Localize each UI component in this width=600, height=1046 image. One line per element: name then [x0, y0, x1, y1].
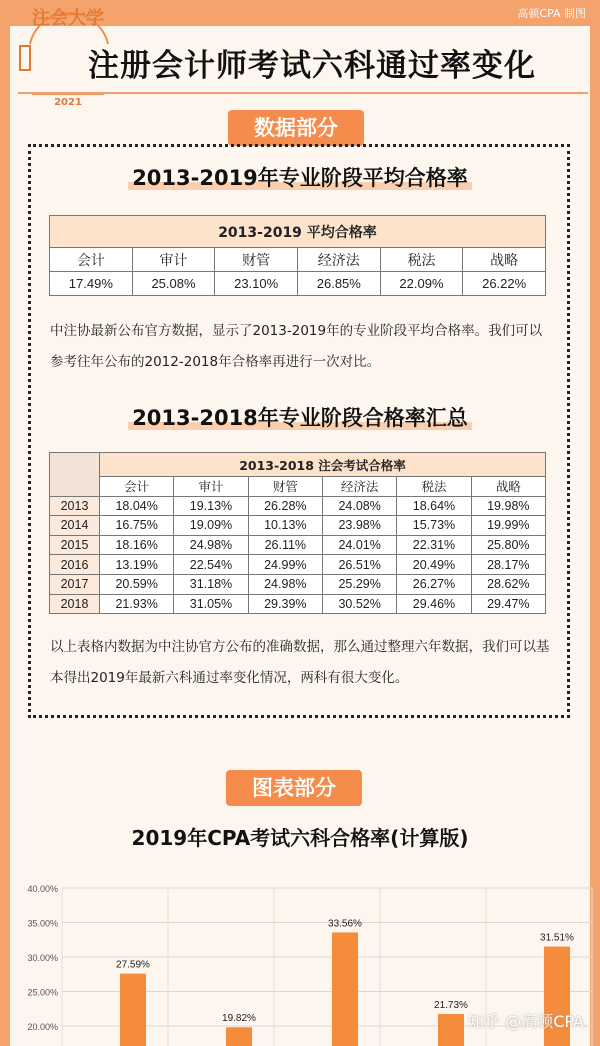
rate-cell: 22.54%: [174, 555, 248, 575]
rate-cell: 26.27%: [397, 574, 471, 594]
table1-value-cell: 23.10%: [215, 272, 298, 296]
y-tick-label: 30.00%: [27, 953, 58, 963]
table-row: [50, 555, 546, 575]
logo-year: 2021: [54, 97, 82, 108]
y-tick-label: 40.00%: [27, 884, 58, 894]
table1-header-cell: 经济法: [297, 248, 380, 272]
rate-cell: 29.46%: [397, 594, 471, 614]
bar-value-label: 27.59%: [116, 959, 150, 971]
table2-heading: 2013-2018年专业阶段合格率汇总: [0, 402, 600, 432]
rate-cell: 18.64%: [397, 496, 471, 516]
table2-caption: 2013-2018 注会考试合格率: [100, 453, 546, 477]
rate-cell: 15.73%: [397, 516, 471, 536]
rate-cell: 18.16%: [100, 535, 174, 555]
rate-cell: 16.75%: [100, 516, 174, 536]
rate-cell: 30.52%: [322, 594, 396, 614]
y-tick-label: 20.00%: [27, 1022, 58, 1032]
year-cell: 2018: [50, 594, 100, 614]
rate-cell: 26.51%: [322, 555, 396, 575]
year-cell: 2017: [50, 574, 100, 594]
table2-header-cell: 财管: [248, 477, 322, 497]
table2-header-cell: 审计: [174, 477, 248, 497]
rate-cell: 19.13%: [174, 496, 248, 516]
section-badge-data: 数据部分: [228, 110, 364, 146]
table1-header-cell: 审计: [132, 248, 215, 272]
bar: [120, 974, 146, 1046]
rate-cell: 18.04%: [100, 496, 174, 516]
year-cell: 2014: [50, 516, 100, 536]
table-row: [50, 535, 546, 555]
table1-value-cell: 25.08%: [132, 272, 215, 296]
rate-cell: 31.18%: [174, 574, 248, 594]
year-cell: 2015: [50, 535, 100, 555]
rate-cell: 19.09%: [174, 516, 248, 536]
table1-value-cell: 22.09%: [380, 272, 463, 296]
rate-cell: 26.11%: [248, 535, 322, 555]
logo-text: [32, 7, 104, 29]
rate-cell: 26.28%: [248, 496, 322, 516]
paragraph-1: 中注协最新公布官方数据，显示了2013-2019年的专业阶段平均合格率。我们可以参考往年公布的2012-2018年合格率再进行一次对比。: [50, 323, 543, 370]
table2-header-cell: 经济法: [322, 477, 396, 497]
rate-cell: 24.08%: [322, 496, 396, 516]
bar-value-label: 31.51%: [540, 932, 574, 944]
table1-value-cell: 26.85%: [297, 272, 380, 296]
credit-text: 高顿CPA 制图: [517, 7, 586, 20]
table1-value-cell: 17.49%: [50, 272, 133, 296]
watermark-text: 知乎 @高顿CPA: [468, 1012, 584, 1031]
rate-cell: 21.93%: [100, 594, 174, 614]
rate-cell: 24.98%: [174, 535, 248, 555]
title-divider: [18, 92, 588, 94]
table1-caption: 2013-2019 平均合格率: [50, 216, 546, 248]
table2-corner: [50, 453, 100, 497]
table2-header-cell: 战略: [471, 477, 545, 497]
table2-header-cell: 会计: [100, 477, 174, 497]
rate-cell: 24.98%: [248, 574, 322, 594]
bar: [332, 932, 358, 1046]
table-row: [50, 516, 546, 536]
y-tick-label: 25.00%: [27, 987, 58, 998]
rate-cell: 24.99%: [248, 555, 322, 575]
table1-heading: 2013-2019年专业阶段平均合格率: [0, 162, 600, 192]
svg-text:注会大学: 注会大学: [32, 8, 104, 29]
rate-cell: 24.01%: [322, 535, 396, 555]
bar: [226, 1027, 252, 1046]
rate-cell: 25.29%: [322, 574, 396, 594]
rate-cell: 29.39%: [248, 594, 322, 614]
y-tick-label: 35.00%: [27, 918, 58, 929]
rate-cell: 19.99%: [471, 516, 545, 536]
rate-cell: 19.98%: [471, 496, 545, 516]
pass-rate-summary-table: [49, 452, 546, 614]
table-row: [50, 594, 546, 614]
rate-cell: 13.19%: [100, 555, 174, 575]
average-pass-rate-table: [49, 215, 546, 296]
bar-value-label: 21.73%: [434, 1000, 468, 1012]
table2-header-cell: 税法: [397, 477, 471, 497]
rate-cell: 20.49%: [397, 555, 471, 575]
table-row: [50, 574, 546, 594]
rate-cell: 28.17%: [471, 555, 545, 575]
rate-cell: 31.05%: [174, 594, 248, 614]
rate-cell: 29.47%: [471, 594, 545, 614]
chart-title: 2019年CPA考试六科合格率(计算版): [131, 826, 469, 850]
rate-cell: 10.13%: [248, 516, 322, 536]
paragraph-2: 以上表格内数据为中注协官方公布的准确数据，那么通过整理六年数据，我们可以基本得出2019年最新六科通过率变化情况，两科有很大变化。: [50, 639, 550, 686]
table1-header-cell: 会计: [50, 248, 133, 272]
table1-header-cell: 税法: [380, 248, 463, 272]
year-cell: 2013: [50, 496, 100, 516]
year-cell: 2016: [50, 555, 100, 575]
bar-value-label: 19.82%: [222, 1013, 256, 1025]
rate-cell: 23.98%: [322, 516, 396, 536]
table1-header-cell: 战略: [463, 248, 546, 272]
rate-cell: 28.62%: [471, 574, 545, 594]
page-title: 注册会计师考试六科通过率变化: [88, 48, 536, 84]
bar-value-label: 33.56%: [328, 918, 362, 930]
rate-cell: 20.59%: [100, 574, 174, 594]
rate-cell: 22.31%: [397, 535, 471, 555]
bar: [438, 1014, 464, 1046]
table-row: [50, 496, 546, 516]
rate-cell: 25.80%: [471, 535, 545, 555]
table1-value-cell: 26.22%: [463, 272, 546, 296]
table1-header-cell: 财管: [215, 248, 298, 272]
section-badge-chart: 图表部分: [226, 770, 362, 806]
